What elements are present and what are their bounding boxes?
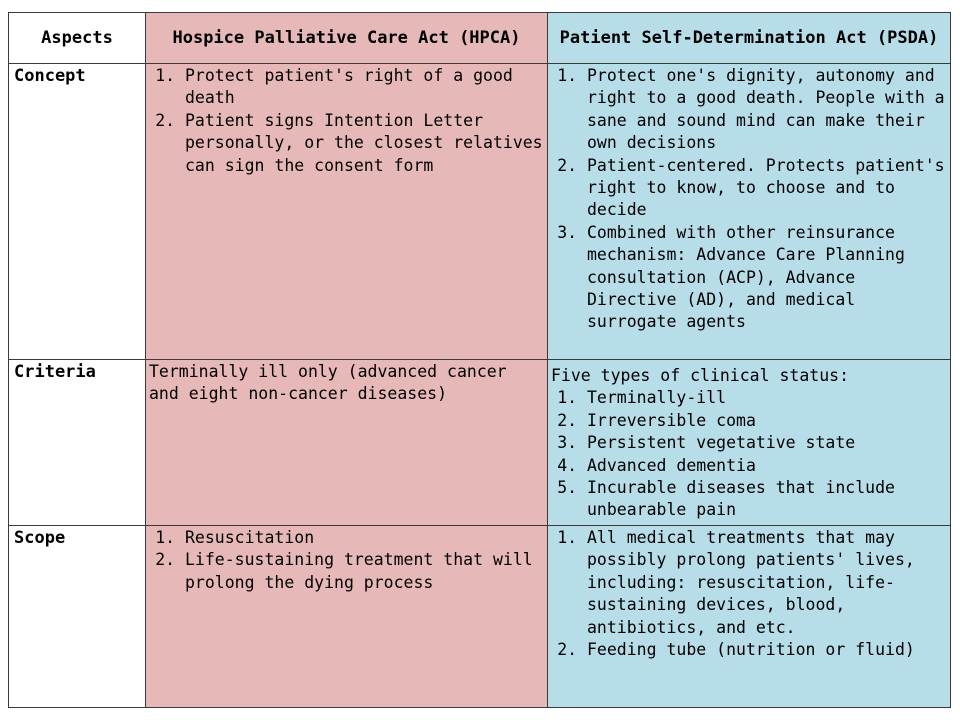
comparison-table <box>8 12 951 708</box>
concept-row <box>9 64 951 360</box>
criteria-row <box>9 360 951 526</box>
list-item: 2. Patient signs Intention Letter personally, or the closest relatives can sign the consent form <box>185 110 544 177</box>
list-item: 1. Protect one's dignity, autonomy and right to a good death. People with a sane and sound mind can make their own decisions <box>587 65 947 155</box>
scope-label: Scope <box>9 526 146 708</box>
concept-psda-list <box>551 65 947 334</box>
list-item: 3. Combined with other reinsurance mechanism: Advance Care Planning consultation (ACP), Advance Directive (AD), and medical surrogate agents <box>587 222 947 334</box>
concept-hpca-list <box>149 65 544 177</box>
hpca-header: Hospice Palliative Care Act (HPCA) <box>146 13 548 64</box>
list-item: 4. Advanced dementia <box>587 455 947 477</box>
scope-psda-list <box>551 527 947 661</box>
header-row <box>9 13 951 64</box>
concept-psda-cell <box>548 64 951 360</box>
criteria-psda-intro: Five types of clinical status: <box>551 366 850 385</box>
scope-hpca-list <box>149 527 544 594</box>
concept-hpca-cell <box>146 64 548 360</box>
criteria-label: Criteria <box>9 360 146 526</box>
list-item: 2. Irreversible coma <box>587 410 947 432</box>
list-item: 5. Incurable diseases that include unbearable pain <box>587 477 947 522</box>
criteria-psda-list <box>551 387 947 521</box>
list-item: 2. Feeding tube (nutrition or fluid) <box>587 639 947 661</box>
list-item: 1. All medical treatments that may possibly prolong patients' lives, including: resuscitation, life-sustaining devices, blood, antibiotics, and etc. <box>587 527 947 639</box>
scope-row <box>9 526 951 708</box>
list-item: 2. Life-sustaining treatment that will prolong the dying process <box>185 549 544 594</box>
list-item: 2. Patient-centered. Protects patient's right to know, to choose and to decide <box>587 155 947 222</box>
list-item: 1. Resuscitation <box>185 527 544 549</box>
criteria-psda-cell <box>548 360 951 526</box>
list-item: 1. Protect patient's right of a good death <box>185 65 544 110</box>
psda-header: Patient Self-Determination Act (PSDA) <box>548 13 951 64</box>
concept-label: Concept <box>9 64 146 360</box>
scope-psda-cell <box>548 526 951 708</box>
aspects-header: Aspects <box>9 13 146 64</box>
list-item: 3. Persistent vegetative state <box>587 432 947 454</box>
scope-hpca-cell <box>146 526 548 708</box>
criteria-hpca-cell: Terminally ill only (advanced cancer and eight non-cancer diseases) <box>146 360 548 526</box>
list-item: 1. Terminally-ill <box>587 387 947 409</box>
